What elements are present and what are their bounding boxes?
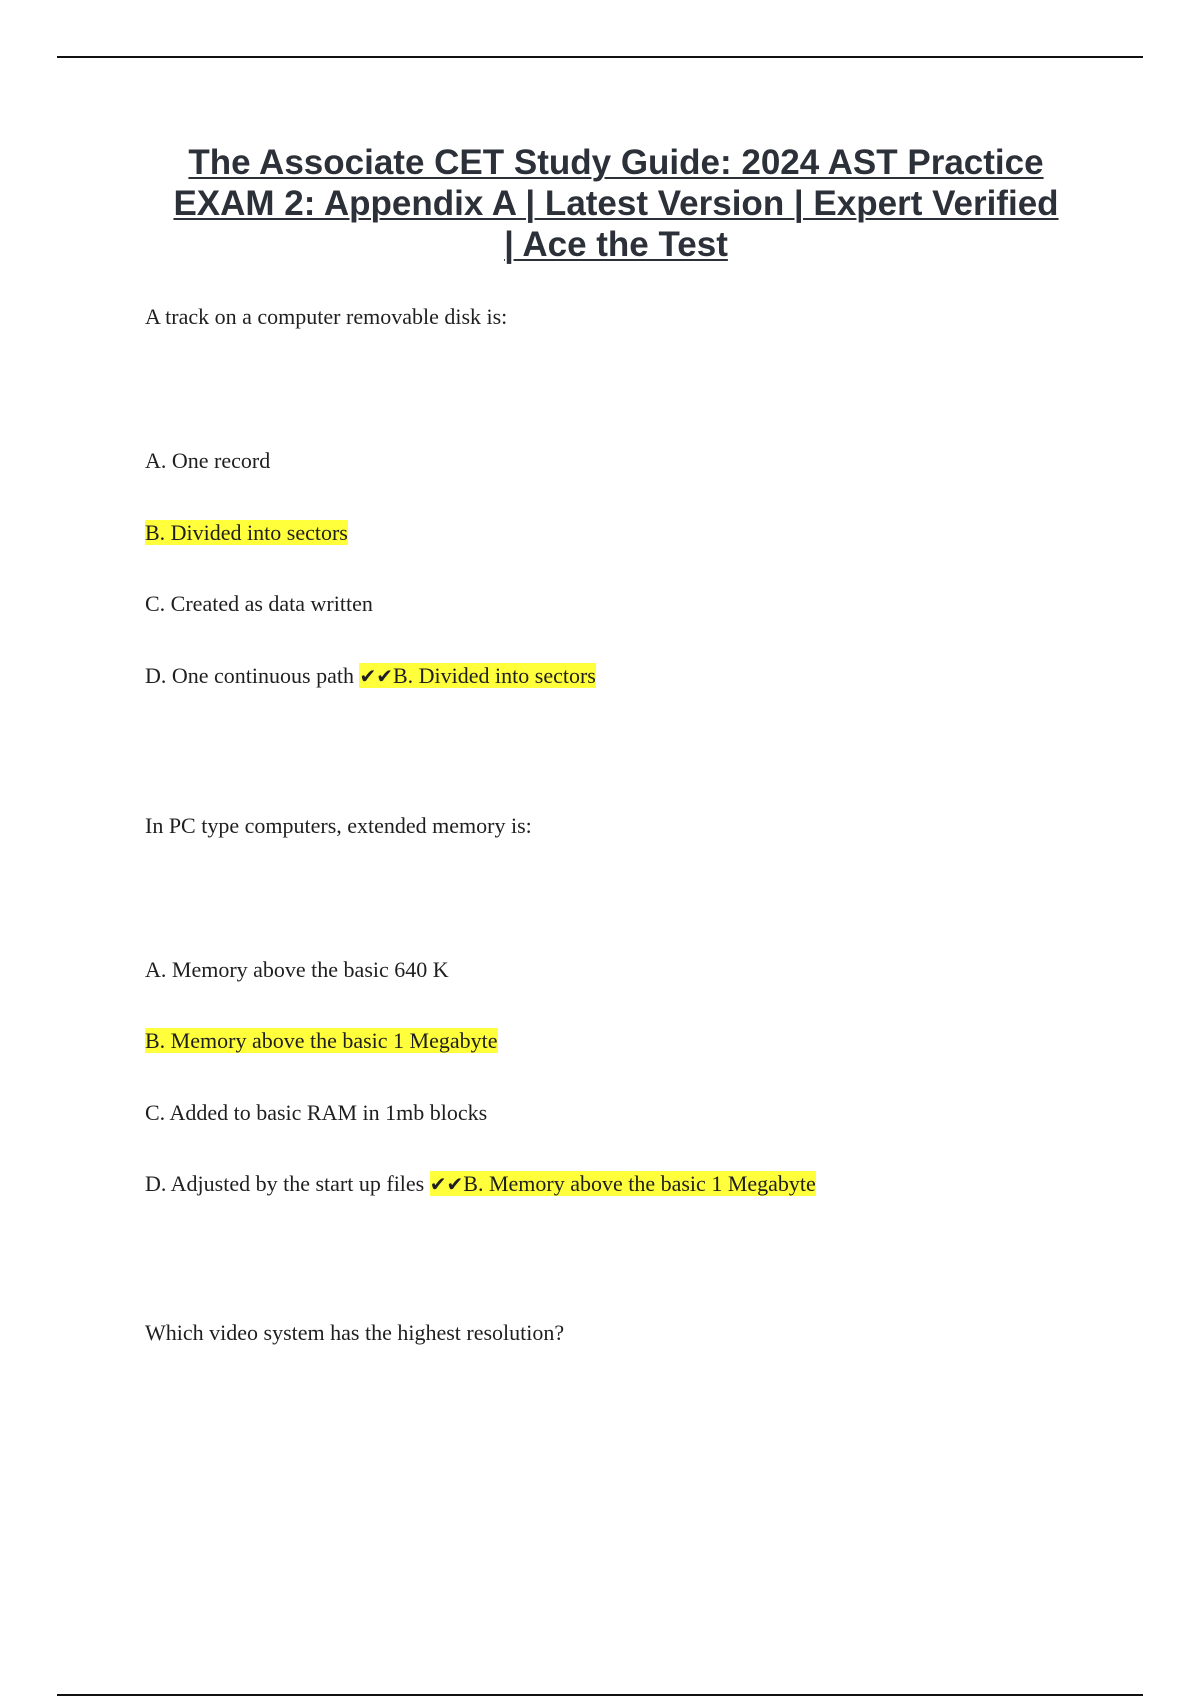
check-mark-icon: ✔✔ [429, 1172, 464, 1196]
answer-text: B. Memory above the basic 1 Megabyte [463, 1171, 816, 1196]
top-rule [57, 56, 1143, 58]
question-3-prompt: Which video system has the highest resolution? [145, 1320, 565, 1345]
question-2-option-c: C. Added to basic RAM in 1mb blocks [145, 1100, 488, 1125]
question-1-option-d [145, 661, 596, 691]
question-2-option-b [145, 1026, 498, 1056]
highlighted-correct-option: B. Memory above the basic 1 Megabyte [145, 1028, 498, 1053]
option-d-text: D. One continuous path [145, 663, 354, 688]
question-2-option-a: A. Memory above the basic 640 K [145, 957, 449, 982]
question-1-option-c: C. Created as data written [145, 591, 373, 616]
question-1-prompt: A track on a computer removable disk is: [145, 304, 508, 329]
title-line-3: | Ace the Test [504, 225, 728, 264]
bottom-rule [57, 1694, 1143, 1696]
question-1-option-a: A. One record [145, 448, 271, 473]
title-line-1: The Associate CET Study Guide: 2024 AST Practice [188, 143, 1044, 182]
question-2-option-d [145, 1169, 816, 1199]
answer-text: B. Divided into sectors [392, 663, 596, 688]
title-line-2: EXAM 2: Appendix A | Latest Version | Expert Verified [173, 184, 1059, 223]
check-mark-icon: ✔✔ [359, 664, 393, 688]
document-title [120, 142, 1112, 265]
highlighted-correct-option: B. Divided into sectors [145, 520, 348, 545]
option-d-text: D. Adjusted by the start up files [145, 1171, 425, 1196]
answer-key [430, 1171, 816, 1196]
question-2-prompt: In PC type computers, extended memory is: [145, 813, 532, 838]
answer-key [359, 663, 595, 688]
question-1-option-b [145, 518, 348, 548]
